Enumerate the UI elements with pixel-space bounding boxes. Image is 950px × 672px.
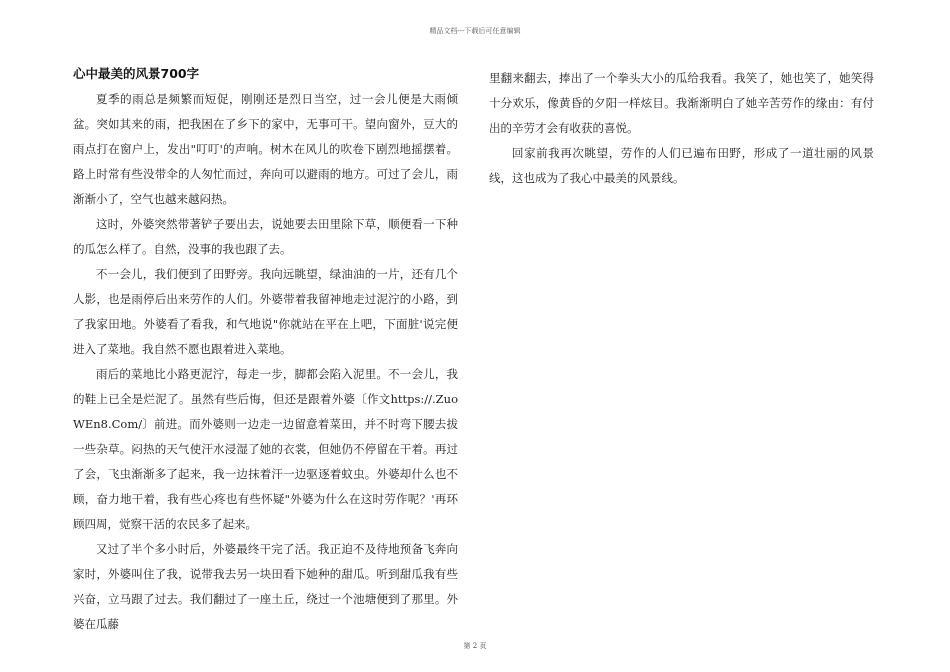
paragraph-3: 不一会儿，我们便到了田野旁。我向远眺望，绿油油的一片，还有几个人影，也是雨停后出来劳作的人们。外婆带着我留神地走过泥泞的小路，到了我家田地。外婆看了看我，和气地说"你就站在平在上吧，下面脏'说完便进入了菜地。我自然不愿也跟着进入菜地。 [73, 267, 458, 356]
page-number: 第 2 页 [463, 642, 487, 650]
paragraph-2: 这时，外婆突然带著铲子要出去，说她要去田里除下草，顺便看一下种的瓜怎么样了。自然，没事的我也跟了去。 [73, 217, 458, 256]
paragraph-5: 又过了半个多小时后，外婆最终干完了活。我正迫不及待地预备飞奔向家时，外婆叫住了我，说带我去另一块田看下她种的甜瓜。听到甜瓜我有些兴奋，立马跟了过去。我们翻过了一座土丘，绕过一个池塘便到了那里。外婆在瓜藤 [73, 542, 458, 631]
paragraph-5-continued: 里翻来翻去，捧出了一个拳头大小的瓜给我看。我笑了，她也笑了，她笑得十分欢乐，像黄昏的夕阳一样炫目。我渐渐明白了她辛苦劳作的缘由：有付出的辛劳才会有收获的喜悦。 [489, 71, 874, 135]
article-title: 心中最美的风景700字 [73, 66, 200, 81]
paragraph-4: 雨后的菜地比小路更泥泞，每走一步，脚都会陷入泥里。不一会儿，我的鞋上已全是烂泥了。虽然有些后悔，但还是跟着外婆〔作文https://.ZuoWEn8.Com/〕前进。而外婆则一边走一边留意着菜田，并不时弯下腰去拔一些杂草。闷热的天气使汗水浸湿了她的衣裳，但她仍不停留在干着。再过了会，飞虫渐渐多了起来，我一边抹着汗一边驱逐着蚊虫。外婆却什么也不顾，奋力地干着，我有些心疼也有些怀疑"外婆为什么在这时劳作呢？'再环顾四周，觉察干活的农民多了起来。 [73, 367, 458, 531]
left-column [73, 66, 458, 637]
page-header: 精品文档---下载后可任意编辑 [429, 27, 521, 35]
paragraph-1: 夏季的雨总是频繁而短促，刚刚还是烈日当空，过一会儿便是大雨倾盆。突如其来的雨，把我困在了乡下的家中，无事可干。望向窗外，豆大的雨点打在窗户上，发出"叮叮'的声响。树木在风儿的吹卷下剧烈地摇摆着。路上时常有些没带伞的人匆忙而过，奔向可以避雨的地方。可过了会儿，雨渐渐小了，空气也越来越闷热。 [73, 92, 458, 206]
paragraph-6: 回家前我再次眺望，劳作的人们已遍布田野，形成了一道壮丽的风景线，这也成为了我心中最美的风景线。 [489, 146, 874, 185]
right-column [489, 66, 874, 191]
